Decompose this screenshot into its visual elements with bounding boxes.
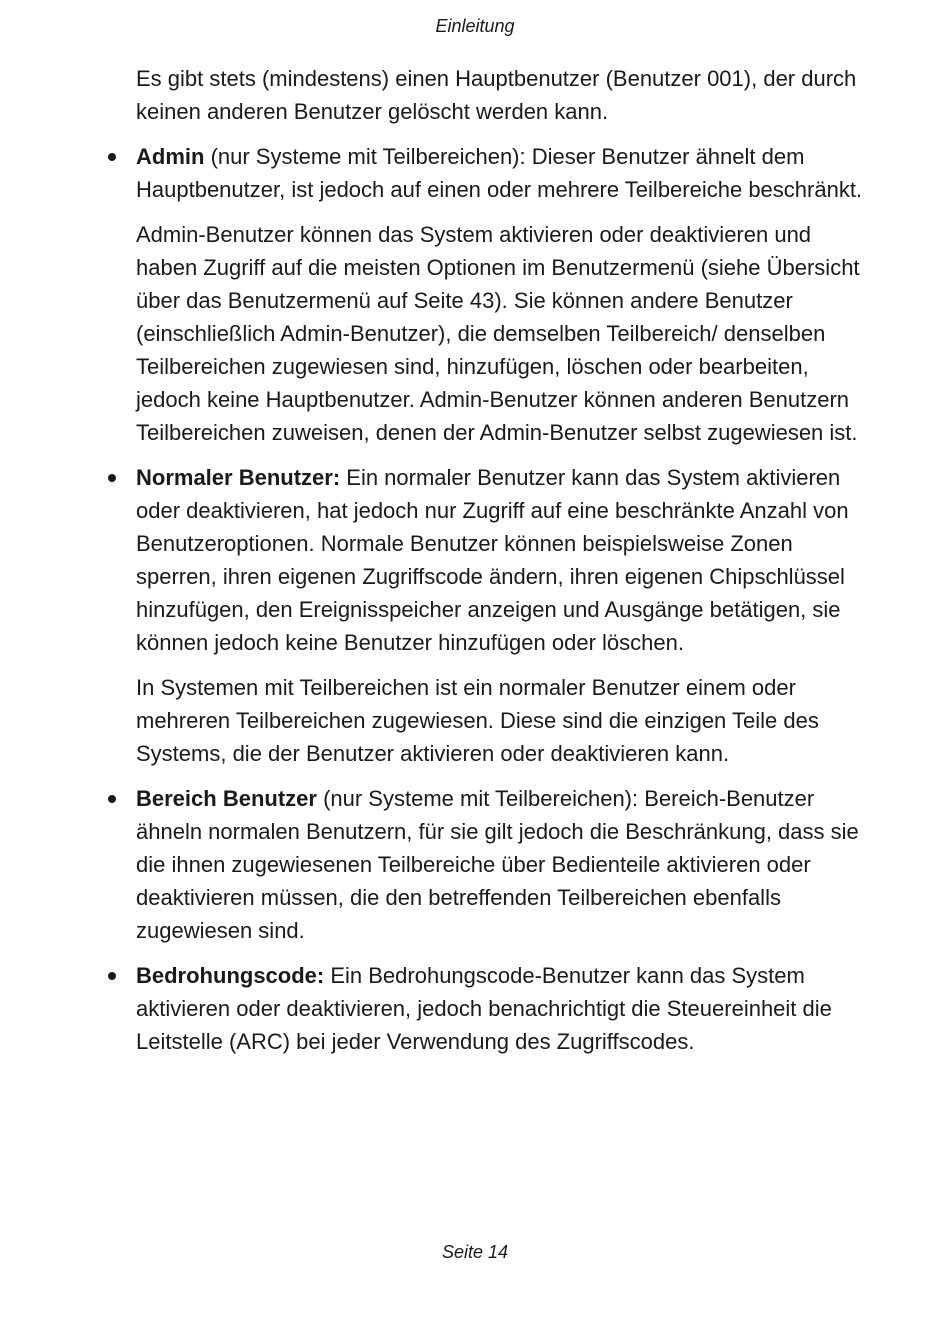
bullet-icon bbox=[108, 153, 116, 161]
bullet-icon bbox=[108, 795, 116, 803]
bullet-term: Normaler Benutzer: bbox=[136, 465, 341, 490]
page-number: Seite 14 bbox=[441, 1242, 509, 1262]
bullet-lead-paragraph bbox=[136, 782, 866, 947]
bullet-term: Bereich Benutzer bbox=[136, 786, 317, 811]
bullet-item-normaler-benutzer bbox=[136, 461, 866, 770]
running-header: Einleitung bbox=[435, 16, 515, 36]
bullet-text: Ein Bedrohungscode-Benutzer kann das System aktivieren oder deaktivieren, jedoch benachrichtigt die Steuereinheit die Leitstelle (ARC) bei jeder Verwendung des Zugriffscodes. bbox=[136, 963, 832, 1054]
bullet-icon bbox=[108, 972, 116, 980]
bullet-lead-paragraph bbox=[136, 959, 866, 1058]
intro-paragraph: Es gibt stets (mindestens) einen Hauptbenutzer (Benutzer 001), der durch keinen anderen Benutzer gelöscht werden kann. bbox=[136, 66, 857, 124]
document-body bbox=[136, 62, 866, 1070]
bullet-extra-paragraph: Admin-Benutzer können das System aktivieren oder deaktivieren und haben Zugriff auf die meisten Optionen im Benutzermenü (siehe Übersicht über das Benutzermenü auf Seite 43). Sie können andere Benutzer (einschließlich Admin-Benutzer), die demselben Teilbereich/ denselben Teilbereichen zugewiesen sind, hinzufügen, löschen oder bearbeiten, jedoch keine Hauptbenutzer. Admin-Benutzer können anderen Benutzern Teilbereichen zuweisen, denen der Admin-Benutzer selbst zugewiesen ist. bbox=[136, 222, 860, 445]
bullet-extra-paragraph: In Systemen mit Teilbereichen ist ein normaler Benutzer einem oder mehreren Teilbereichen zugewiesen. Diese sind die einzigen Teile des Systems, die der Benutzer aktivieren oder deaktivieren kann. bbox=[136, 675, 819, 766]
bullet-text: (nur Systeme mit Teilbereichen): Bereich-Benutzer ähneln normalen Benutzern, für sie gilt jedoch die Beschränkung, dass sie die ihnen zugewiesenen Teilbereiche über Bedienteile aktivieren oder deaktivieren müssen, die den betreffenden Teilbereichen ebenfalls zugewiesen sind. bbox=[136, 786, 859, 943]
bullet-icon bbox=[108, 474, 116, 482]
bullet-text: (nur Systeme mit Teilbereichen): Dieser Benutzer ähnelt dem Hauptbenutzer, ist jedoch auf einen oder mehrere Teilbereiche beschränkt. bbox=[136, 144, 863, 202]
bullet-term: Admin bbox=[136, 144, 205, 169]
bullet-lead-paragraph bbox=[136, 461, 866, 659]
bullet-item-admin bbox=[136, 140, 866, 449]
bullet-lead-paragraph bbox=[136, 140, 866, 206]
bullet-item-bedrohungscode bbox=[136, 959, 866, 1058]
bullet-text: Ein normaler Benutzer kann das System aktivieren oder deaktivieren, hat jedoch nur Zugriff auf eine beschränkte Anzahl von Benutzeroptionen. Normale Benutzer können beispielsweise Zonen sperren, ihren eigenen Zugriffscode ändern, ihren eigenen Chipschlüssel hinzufügen, den Ereignisspeicher anzeigen und Ausgänge betätigen, sie können jedoch keine Benutzer hinzufügen oder löschen. bbox=[136, 465, 849, 655]
bullet-term: Bedrohungscode: bbox=[136, 963, 325, 988]
bullet-item-bereich-benutzer bbox=[136, 782, 866, 947]
